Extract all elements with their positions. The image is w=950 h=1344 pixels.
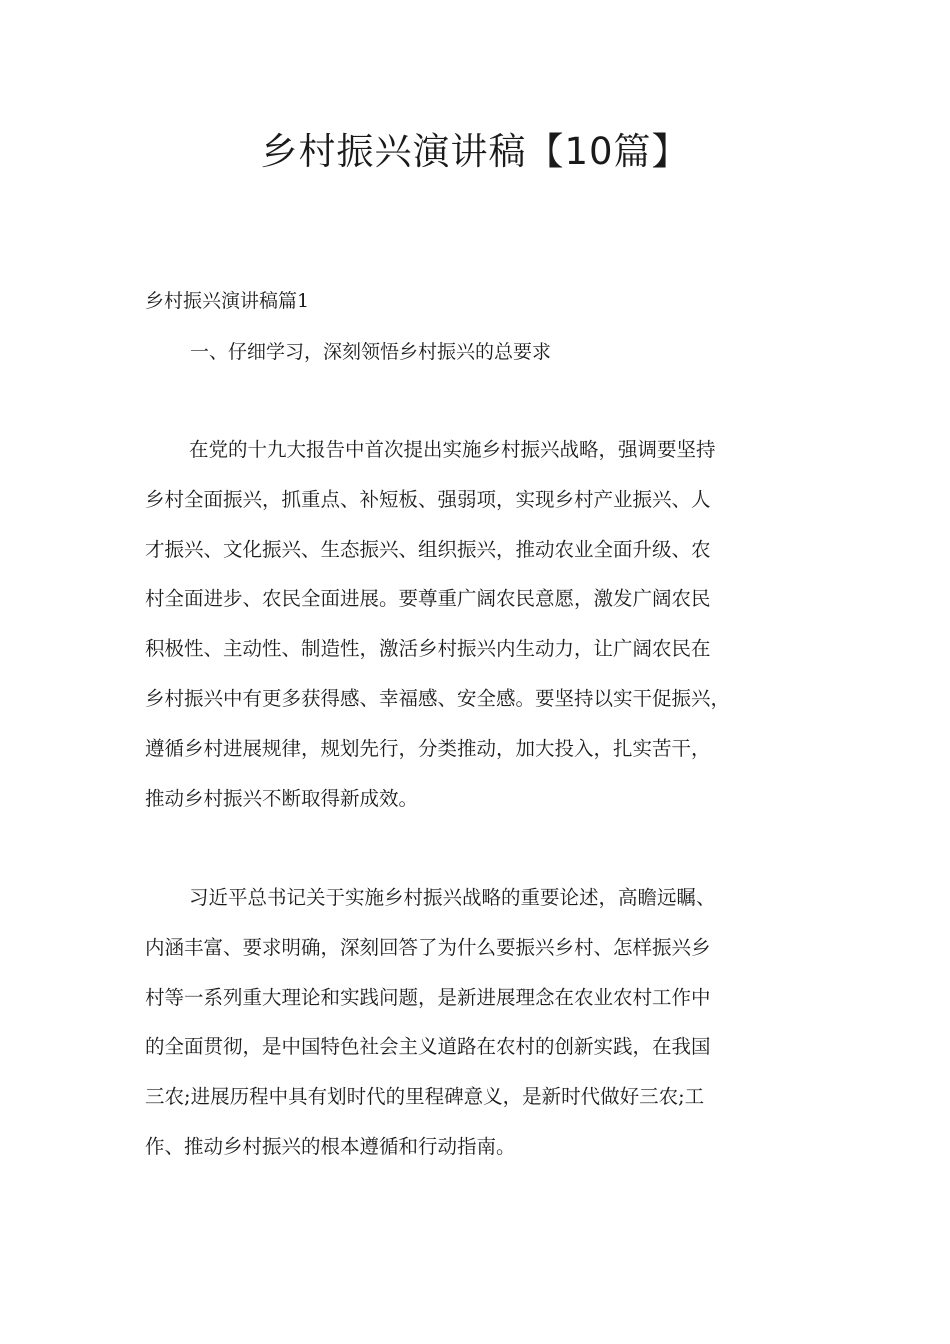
paragraph-1 (145, 425, 835, 823)
paragraph-line: 内涵丰富、要求明确，深刻回答了为什么要振兴乡村、怎样振兴乡 (145, 935, 711, 959)
paragraph-line: 的全面贯彻，是中国特色社会主义道路在农村的创新实践，在我国 (145, 1035, 711, 1059)
paragraph-line: 积极性、主动性、制造性，激活乡村振兴内生动力，让广阔农民在 (145, 637, 711, 661)
paragraph-line: 乡村振兴中有更多获得感、幸福感、安全感。要坚持以实干促振兴， (145, 686, 731, 710)
paragraph-line: 习近平总书记关于实施乡村振兴战略的重要论述，高瞻远瞩、 (189, 886, 716, 909)
document-title: 乡村振兴演讲稿【10篇】 (260, 130, 690, 173)
paragraph-2 (145, 873, 835, 1172)
paragraph-line: 三农;进展历程中具有划时代的里程碑意义，是新时代做好三农;工 (145, 1085, 705, 1109)
section-heading: 乡村振兴演讲稿篇1 (145, 290, 310, 312)
subheading: 一、仔细学习，深刻领悟乡村振兴的总要求 (190, 341, 552, 363)
paragraph-line: 村全面进步、农民全面进展。要尊重广阔农民意愿，激发广阔农民 (145, 587, 711, 611)
paragraph-line: 遵循乡村进展规律，规划先行，分类推动，加大投入，扎实苦干， (145, 736, 711, 760)
paragraph-line: 在党的十九大报告中首次提出实施乡村振兴战略，强调要坚持 (189, 438, 716, 461)
paragraph-line: 乡村全面振兴，抓重点、补短板、强弱项，实现乡村产业振兴、人 (145, 487, 711, 511)
paragraph-line: 推动乡村振兴不断取得新成效。 (145, 786, 419, 810)
paragraph-line: 村等一系列重大理论和实践问题，是新进展理念在农业农村工作中 (145, 985, 711, 1009)
paragraph-line: 作、推动乡村振兴的根本遵循和行动指南。 (145, 1134, 516, 1158)
paragraph-line: 才振兴、文化振兴、生态振兴、组织振兴，推动农业全面升级、农 (145, 537, 711, 561)
